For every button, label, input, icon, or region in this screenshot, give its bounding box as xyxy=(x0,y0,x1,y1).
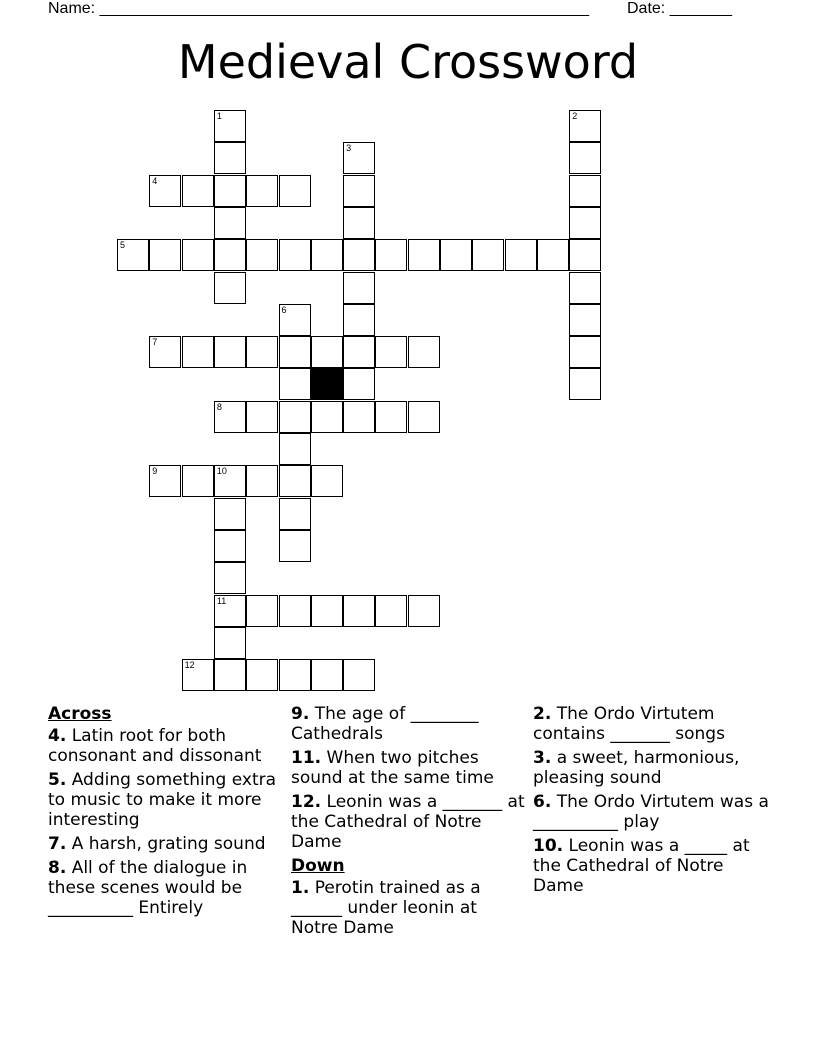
grid-cell[interactable] xyxy=(408,401,440,433)
clue-number-label: 4 xyxy=(152,175,158,186)
grid-cell-12[interactable] xyxy=(182,659,214,691)
grid-cell[interactable] xyxy=(343,304,375,336)
clue-number: 3. xyxy=(533,748,552,768)
clue-across-5 xyxy=(48,770,284,830)
grid-cell[interactable] xyxy=(343,368,375,400)
grid-cell[interactable] xyxy=(311,465,343,497)
clues-column-1 xyxy=(48,702,284,922)
grid-cell[interactable] xyxy=(408,239,440,271)
grid-cell[interactable] xyxy=(279,368,311,400)
clue-number-label: 6 xyxy=(281,304,287,315)
grid-cell[interactable] xyxy=(537,239,569,271)
clue-number: 5. xyxy=(48,770,67,790)
clue-across-4 xyxy=(48,726,284,766)
clue-number-label: 8 xyxy=(216,401,222,412)
grid-cell[interactable] xyxy=(375,336,407,368)
grid-cell[interactable] xyxy=(214,562,246,594)
grid-cell[interactable] xyxy=(214,530,246,562)
clue-number-label: 1 xyxy=(216,111,222,121)
grid-cell[interactable] xyxy=(279,595,311,627)
grid-cell[interactable] xyxy=(569,207,601,239)
clue-number: 12. xyxy=(291,792,322,812)
clue-text: Leonin was a _____ at the Cathedral of Notre Dame xyxy=(533,836,750,896)
grid-cell[interactable] xyxy=(343,239,375,271)
clue-number-label: 12 xyxy=(184,660,195,671)
clue-number-label: 9 xyxy=(152,466,158,477)
grid-cell[interactable] xyxy=(246,595,278,627)
across-heading: Across xyxy=(48,704,112,724)
grid-cell[interactable] xyxy=(343,207,375,239)
date-field-line[interactable]: Date: _______ xyxy=(627,0,732,17)
grid-cell[interactable] xyxy=(182,336,214,368)
grid-cell[interactable] xyxy=(472,239,504,271)
grid-cell[interactable] xyxy=(343,659,375,691)
clue-text: All of the dialogue in these scenes would be __________ Entirely xyxy=(48,858,248,918)
grid-cell[interactable] xyxy=(569,368,601,400)
clue-text: When two pitches sound at the same time xyxy=(291,748,494,788)
grid-cell[interactable] xyxy=(182,175,214,207)
grid-cell[interactable] xyxy=(246,465,278,497)
grid-cell[interactable] xyxy=(279,465,311,497)
clue-text: The age of ________ Cathedrals xyxy=(291,704,479,744)
grid-cell[interactable] xyxy=(279,433,311,465)
name-field-line[interactable]: Name: _______________________________________________________ xyxy=(48,0,589,17)
grid-cell[interactable] xyxy=(182,465,214,497)
clue-number: 4. xyxy=(48,726,67,746)
clue-across-8 xyxy=(48,858,284,918)
page-title: Medieval Crossword xyxy=(177,35,639,89)
clue-across-12 xyxy=(291,792,527,852)
clue-number: 2. xyxy=(533,704,552,724)
clue-number: 1. xyxy=(291,878,310,898)
grid-cell[interactable] xyxy=(214,627,246,659)
grid-cell[interactable] xyxy=(569,336,601,368)
grid-cell-8[interactable] xyxy=(214,401,246,433)
grid-cell-2[interactable] xyxy=(569,110,601,142)
grid-cell-5[interactable] xyxy=(117,239,149,271)
clue-number: 6. xyxy=(533,792,552,812)
clues-column-2 xyxy=(291,702,527,942)
grid-cell-9[interactable] xyxy=(149,465,181,497)
grid-cell[interactable] xyxy=(375,401,407,433)
grid-cell[interactable] xyxy=(214,239,246,271)
grid-cell[interactable] xyxy=(311,401,343,433)
grid-cell[interactable] xyxy=(440,239,472,271)
grid-cell[interactable] xyxy=(343,401,375,433)
grid-cell[interactable] xyxy=(343,272,375,304)
grid-cell-6[interactable] xyxy=(279,304,311,336)
clue-text: The Ordo Virtutem contains _______ songs xyxy=(533,704,725,744)
clue-down-10 xyxy=(533,836,769,896)
grid-cell[interactable] xyxy=(214,336,246,368)
clue-across-7 xyxy=(48,834,284,854)
grid-cell[interactable] xyxy=(214,175,246,207)
grid-cell[interactable] xyxy=(214,659,246,691)
grid-cell[interactable] xyxy=(279,401,311,433)
grid-cell[interactable] xyxy=(408,336,440,368)
grid-cell[interactable] xyxy=(214,498,246,530)
grid-cell[interactable] xyxy=(214,207,246,239)
grid-cell[interactable] xyxy=(279,239,311,271)
clue-text: a sweet, harmonious, pleasing sound xyxy=(533,748,740,788)
grid-cell[interactable] xyxy=(569,175,601,207)
grid-cell[interactable] xyxy=(343,175,375,207)
clue-number-label: 2 xyxy=(572,111,578,121)
grid-cell[interactable] xyxy=(311,239,343,271)
clue-number-label: 10 xyxy=(216,466,227,477)
grid-cell[interactable] xyxy=(246,175,278,207)
grid-cell[interactable] xyxy=(375,595,407,627)
clue-number-label: 3 xyxy=(346,143,352,154)
grid-cell[interactable] xyxy=(279,498,311,530)
grid-cell[interactable] xyxy=(569,272,601,304)
clue-text: The Ordo Virtutem was a __________ play xyxy=(533,792,769,832)
grid-cell-4[interactable] xyxy=(149,175,181,207)
clues-column-3 xyxy=(533,702,769,900)
grid-cell[interactable] xyxy=(279,530,311,562)
grid-cell[interactable] xyxy=(182,239,214,271)
clue-number: 8. xyxy=(48,858,67,878)
grid-cell[interactable] xyxy=(505,239,537,271)
clue-down-1 xyxy=(291,878,527,938)
black-cell xyxy=(311,368,343,400)
grid-cell[interactable] xyxy=(569,239,601,271)
clue-down-2 xyxy=(533,704,769,744)
grid-cell[interactable] xyxy=(279,659,311,691)
grid-cell[interactable] xyxy=(246,401,278,433)
grid-cell[interactable] xyxy=(149,239,181,271)
clue-number: 10. xyxy=(533,836,564,856)
grid-cell[interactable] xyxy=(569,304,601,336)
clue-number: 9. xyxy=(291,704,310,724)
clue-number-label: 7 xyxy=(152,337,158,348)
clue-text: Latin root for both consonant and dissonant xyxy=(48,726,262,766)
grid-cell[interactable] xyxy=(311,659,343,691)
clue-text: A harsh, grating sound xyxy=(71,834,266,854)
grid-cell[interactable] xyxy=(343,595,375,627)
grid-cell-1[interactable] xyxy=(214,110,246,142)
grid-cell[interactable] xyxy=(375,239,407,271)
grid-cell[interactable] xyxy=(246,239,278,271)
clue-down-6 xyxy=(533,792,769,832)
clue-text: Leonin was a _______ at the Cathedral of Notre Dame xyxy=(291,792,525,852)
clue-number: 11. xyxy=(291,748,322,768)
clue-number-label: 11 xyxy=(216,595,227,606)
grid-cell[interactable] xyxy=(311,595,343,627)
down-heading: Down xyxy=(291,856,345,876)
grid-cell-11[interactable] xyxy=(214,595,246,627)
grid-cell-10[interactable] xyxy=(214,465,246,497)
grid-cell[interactable] xyxy=(214,272,246,304)
grid-cell[interactable] xyxy=(279,336,311,368)
clue-across-11 xyxy=(291,748,527,788)
clue-across-9 xyxy=(291,704,527,744)
grid-cell[interactable] xyxy=(408,595,440,627)
grid-cell[interactable] xyxy=(311,336,343,368)
grid-cell[interactable] xyxy=(569,142,601,174)
clue-down-3 xyxy=(533,748,769,788)
grid-cell[interactable] xyxy=(246,659,278,691)
grid-cell[interactable] xyxy=(343,336,375,368)
clue-number-label: 5 xyxy=(120,240,126,251)
grid-cell[interactable] xyxy=(214,142,246,174)
clue-text: Perotin trained as a ______ under leonin at Notre Dame xyxy=(291,878,481,938)
clue-text: Adding something extra to music to make it more interesting xyxy=(48,770,277,830)
grid-cell[interactable] xyxy=(246,336,278,368)
clue-number: 7. xyxy=(48,834,67,854)
grid-cell-3[interactable] xyxy=(343,142,375,174)
grid-cell[interactable] xyxy=(279,175,311,207)
grid-cell-7[interactable] xyxy=(149,336,181,368)
